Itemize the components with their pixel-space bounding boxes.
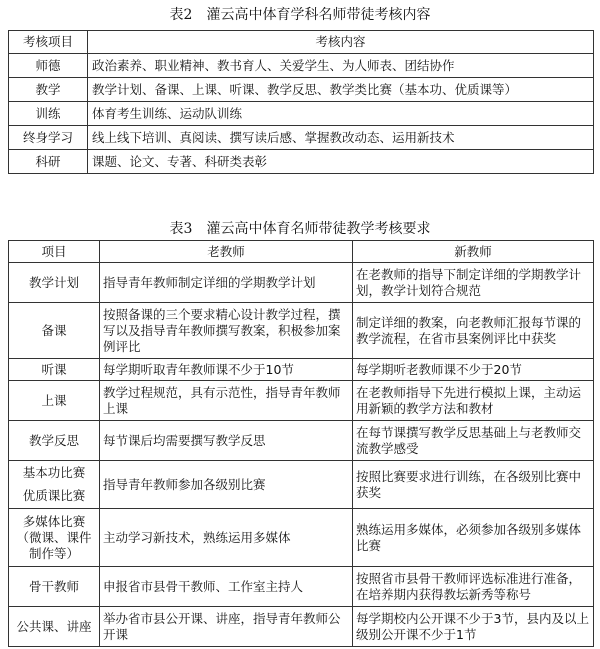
table3-item: 公共课、讲座 xyxy=(9,607,100,647)
table2-content: 政治素养、职业精神、教书育人、关爱学生、为人师表、团结协作 xyxy=(88,54,594,78)
table-row xyxy=(9,509,594,567)
table-row xyxy=(9,381,594,421)
table-row xyxy=(9,567,594,607)
table-row xyxy=(9,461,594,509)
table-row xyxy=(9,126,594,150)
table3-old: 指导青年教师制定详细的学期教学计划 xyxy=(100,263,353,303)
table3-old: 申报省市县骨干教师、工作室主持人 xyxy=(100,567,353,607)
table2-item: 终身学习 xyxy=(9,126,88,150)
table3-item: 教学计划 xyxy=(9,263,100,303)
table3-old: 主动学习新技术，熟练运用多媒体 xyxy=(100,509,353,567)
table3-new: 制定详细的教案，向老教师汇报每节课的教学流程，在省市县案例评比中获奖 xyxy=(353,303,594,359)
table-row xyxy=(9,150,594,174)
table3-item: 骨干教师 xyxy=(9,567,100,607)
table3-old: 按照备课的三个要求精心设计教学过程，撰写以及指导青年教师撰写教案，积极参加案例评比 xyxy=(100,303,353,359)
table3-new: 按照比赛要求进行训练，在各级别比赛中获奖 xyxy=(353,461,594,509)
table3-item-line2: 优质课比赛 xyxy=(22,488,86,503)
table2-header-item: 考核项目 xyxy=(9,31,88,54)
table3-old: 每学期听取青年教师课不少于10节 xyxy=(100,359,353,381)
table3-item: 上课 xyxy=(9,381,100,421)
table2-item: 教学 xyxy=(9,78,88,102)
table3-new: 每学期听老教师课不少于20节 xyxy=(353,359,594,381)
table-row xyxy=(9,303,594,359)
table3-item: 多媒体比赛（微课、课件制作等） xyxy=(9,509,100,567)
table3-old: 举办省市县公开课、讲座，指导青年教师公开课 xyxy=(100,607,353,647)
table3-new: 在老教师的指导下制定详细的学期教学计划，教学计划符合规范 xyxy=(353,263,594,303)
table2-title: 表2 灌云高中体育学科名师带徒考核内容 xyxy=(169,7,431,23)
table3-item-line1: 基本功比赛 xyxy=(22,465,86,480)
table2-item: 训练 xyxy=(9,102,88,126)
table3-item xyxy=(9,461,100,509)
table3-header-item: 项目 xyxy=(9,241,100,263)
table3-title: 表3 灌云高中体育名师带徒教学考核要求 xyxy=(169,221,431,237)
table2-content: 体育考生训练、运动队训练 xyxy=(88,102,594,126)
table-row xyxy=(9,102,594,126)
table3-new: 按照省市县骨干教师评选标准进行准备，在培养期内获得教坛新秀等称号 xyxy=(353,567,594,607)
table3-item: 听课 xyxy=(9,359,100,381)
table-row xyxy=(9,263,594,303)
table2-item: 科研 xyxy=(9,150,88,174)
table2-item: 师德 xyxy=(9,54,88,78)
table-row xyxy=(9,78,594,102)
table3-new: 在老教师指导下先进行模拟上课，主动运用新颖的教学方法和教材 xyxy=(353,381,594,421)
table2-content: 线上线下培训、真阅读、撰写读后感、掌握教改动态、运用新技术 xyxy=(88,126,594,150)
table3-header-old: 老教师 xyxy=(100,241,353,263)
table3-old: 指导青年教师参加各级别比赛 xyxy=(100,461,353,509)
table3-new: 每学期校内公开课不少于3节，县内及以上级别公开课不少于1节 xyxy=(353,607,594,647)
table3-new: 在每节课撰写教学反思基础上与老教师交流教学感受 xyxy=(353,421,594,461)
table2 xyxy=(8,30,594,174)
table3-old: 教学过程规范，具有示范性，指导青年教师上课 xyxy=(100,381,353,421)
table3 xyxy=(8,240,594,647)
table3-header-row xyxy=(9,241,594,263)
table2-header-content: 考核内容 xyxy=(88,31,594,54)
table2-content: 教学计划、备课、上课、听课、教学反思、教学类比赛（基本功、优质课等） xyxy=(88,78,594,102)
table3-new: 熟练运用多媒体，必须参加各级别多媒体比赛 xyxy=(353,509,594,567)
table3-old: 每节课后均需要撰写教学反思 xyxy=(100,421,353,461)
table-row xyxy=(9,607,594,647)
table2-header-row xyxy=(9,31,594,54)
table-row xyxy=(9,359,594,381)
table3-item: 教学反思 xyxy=(9,421,100,461)
table3-header-new: 新教师 xyxy=(353,241,594,263)
table2-content: 课题、论文、专著、科研类表彰 xyxy=(88,150,594,174)
table-row xyxy=(9,421,594,461)
table-row xyxy=(9,54,594,78)
table3-item: 备课 xyxy=(9,303,100,359)
